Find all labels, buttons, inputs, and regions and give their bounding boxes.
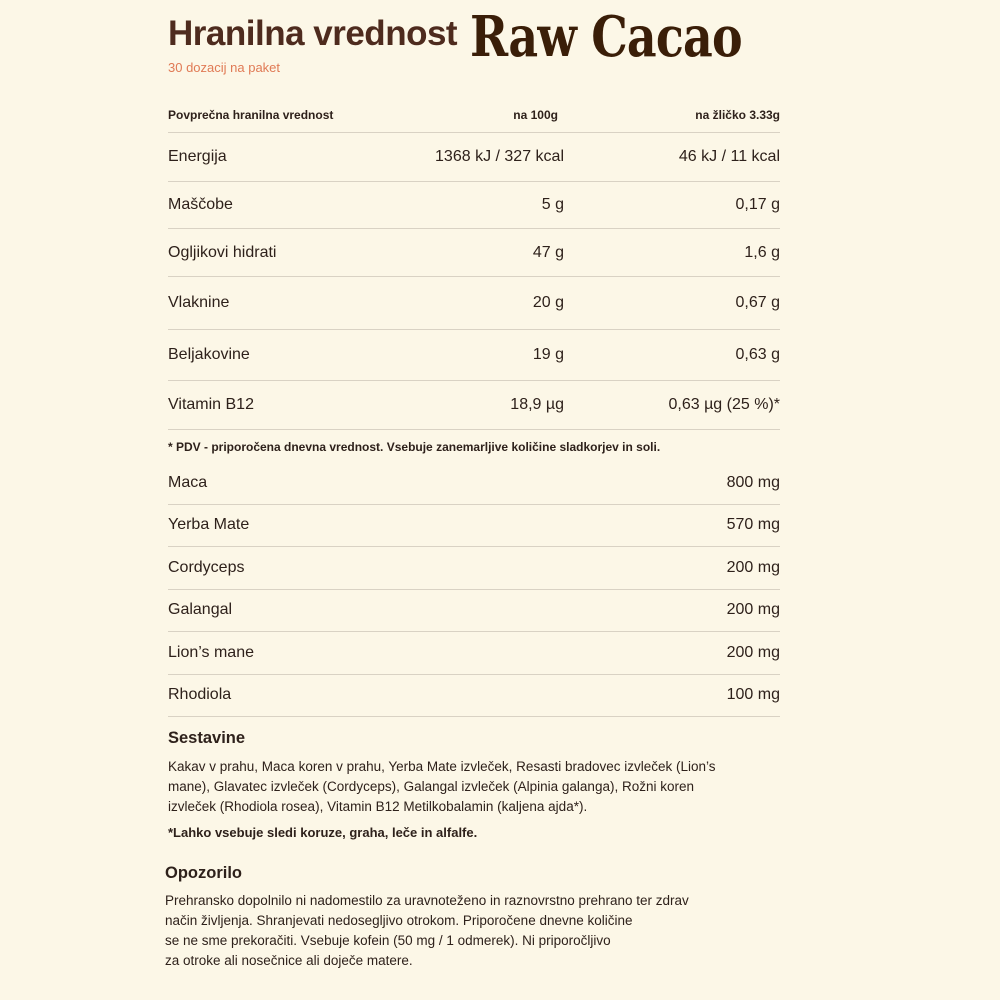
nutrient-per-100g: 20 g <box>532 294 564 311</box>
ingredients-heading: Sestavine <box>168 729 246 747</box>
page-title: Hranilna vrednost <box>168 14 458 53</box>
herb-name: Lion’s mane <box>168 643 254 661</box>
ingredients-line: Kakav v prahu, Maca koren v prahu, Yerba Mate izvleček, Resasti bradovec izvleček (Lion’s <box>168 759 716 774</box>
nutrient-name: Ogljikovi hidrati <box>168 243 277 261</box>
list-item <box>168 675 780 718</box>
nutrient-name: Beljakovine <box>168 346 250 363</box>
nutrient-per-serving: 0,63 g <box>735 346 780 363</box>
herb-name: Rhodiola <box>168 686 232 704</box>
nutrition-table <box>168 98 780 430</box>
nutrient-name: Maščobe <box>168 196 233 213</box>
header-per-serving: na žličko 3.33g <box>695 108 780 122</box>
herbs-table <box>168 462 780 717</box>
nutrient-per-100g: 18,9 µg <box>510 396 564 413</box>
herb-amount: 200 mg <box>726 558 780 576</box>
list-item <box>168 547 780 590</box>
nutrient-per-serving: 0,67 g <box>735 294 780 311</box>
nutrient-per-serving: 1,6 g <box>744 243 780 261</box>
nutrient-per-serving: 46 kJ / 11 kcal <box>678 148 780 165</box>
herb-name: Galangal <box>168 601 233 619</box>
list-item <box>168 462 780 505</box>
pdv-footnote: * PDV - priporočena dnevna vrednost. Vsebuje zanemarljive količine sladkorjev in soli. <box>168 440 661 454</box>
warning-line: se ne sme prekoračiti. Vsebuje kofein (50 mg / 1 odmerek). Ni priporočljivo <box>165 933 611 948</box>
ingredients-line: izvleček (Rhodiola rosea), Vitamin B12 Metilkobalamin (kaljena ajda*). <box>168 799 588 814</box>
servings-subtitle: 30 dozacij na paket <box>168 60 281 75</box>
nutrient-per-100g: 19 g <box>532 346 564 363</box>
nutrient-per-100g: 5 g <box>541 196 564 213</box>
warning-line: Prehransko dopolnilo ni nadomestilo za uravnoteženo in raznovrstno prehrano ter zdrav <box>165 893 689 908</box>
nutrient-name: Energija <box>168 148 227 165</box>
herb-amount: 570 mg <box>726 516 780 534</box>
warning-text <box>165 891 805 971</box>
herb-name: Yerba Mate <box>168 516 250 534</box>
nutrient-per-100g: 1368 kJ / 327 kcal <box>435 148 564 165</box>
nutrient-per-100g: 47 g <box>532 243 564 261</box>
list-item <box>168 505 780 548</box>
herb-amount: 800 mg <box>726 473 780 491</box>
herb-amount: 100 mg <box>726 686 780 704</box>
table-row <box>168 133 780 182</box>
herb-name: Maca <box>168 473 208 491</box>
herb-amount: 200 mg <box>726 643 780 661</box>
list-item <box>168 590 780 633</box>
table-row <box>168 330 780 381</box>
warning-heading: Opozorilo <box>165 864 242 882</box>
herb-amount: 200 mg <box>726 601 780 619</box>
warning-line: način življenja. Shranjevati nedosegljivo otrokom. Priporočene dnevne količine <box>165 913 633 928</box>
ingredients-line: mane), Glavatec izvleček (Cordyceps), Galangal izvleček (Alpinia galanga), Rožni koren <box>168 779 694 794</box>
warning-line: za otroke ali nosečnice ali doječe matere. <box>165 953 413 968</box>
nutrient-per-serving: 0,17 g <box>735 196 780 213</box>
header-nutrient: Povprečna hranilna vrednost <box>168 108 334 122</box>
herb-name: Cordyceps <box>168 558 245 576</box>
table-row <box>168 381 780 430</box>
nutrient-per-serving: 0,63 µg (25 %)* <box>668 396 780 413</box>
header-per-100g: na 100g <box>513 108 558 122</box>
table-row <box>168 277 780 330</box>
nutrient-name: Vlaknine <box>168 294 230 311</box>
nutrition-table-header <box>168 98 780 133</box>
nutrient-name: Vitamin B12 <box>168 396 254 413</box>
table-row <box>168 182 780 229</box>
allergen-note: *Lahko vsebuje sledi koruze, graha, leče in alfalfe. <box>168 825 478 840</box>
table-row <box>168 229 780 277</box>
brand-name: Raw Cacao <box>470 4 742 70</box>
ingredients-text <box>168 757 808 817</box>
list-item <box>168 632 780 675</box>
